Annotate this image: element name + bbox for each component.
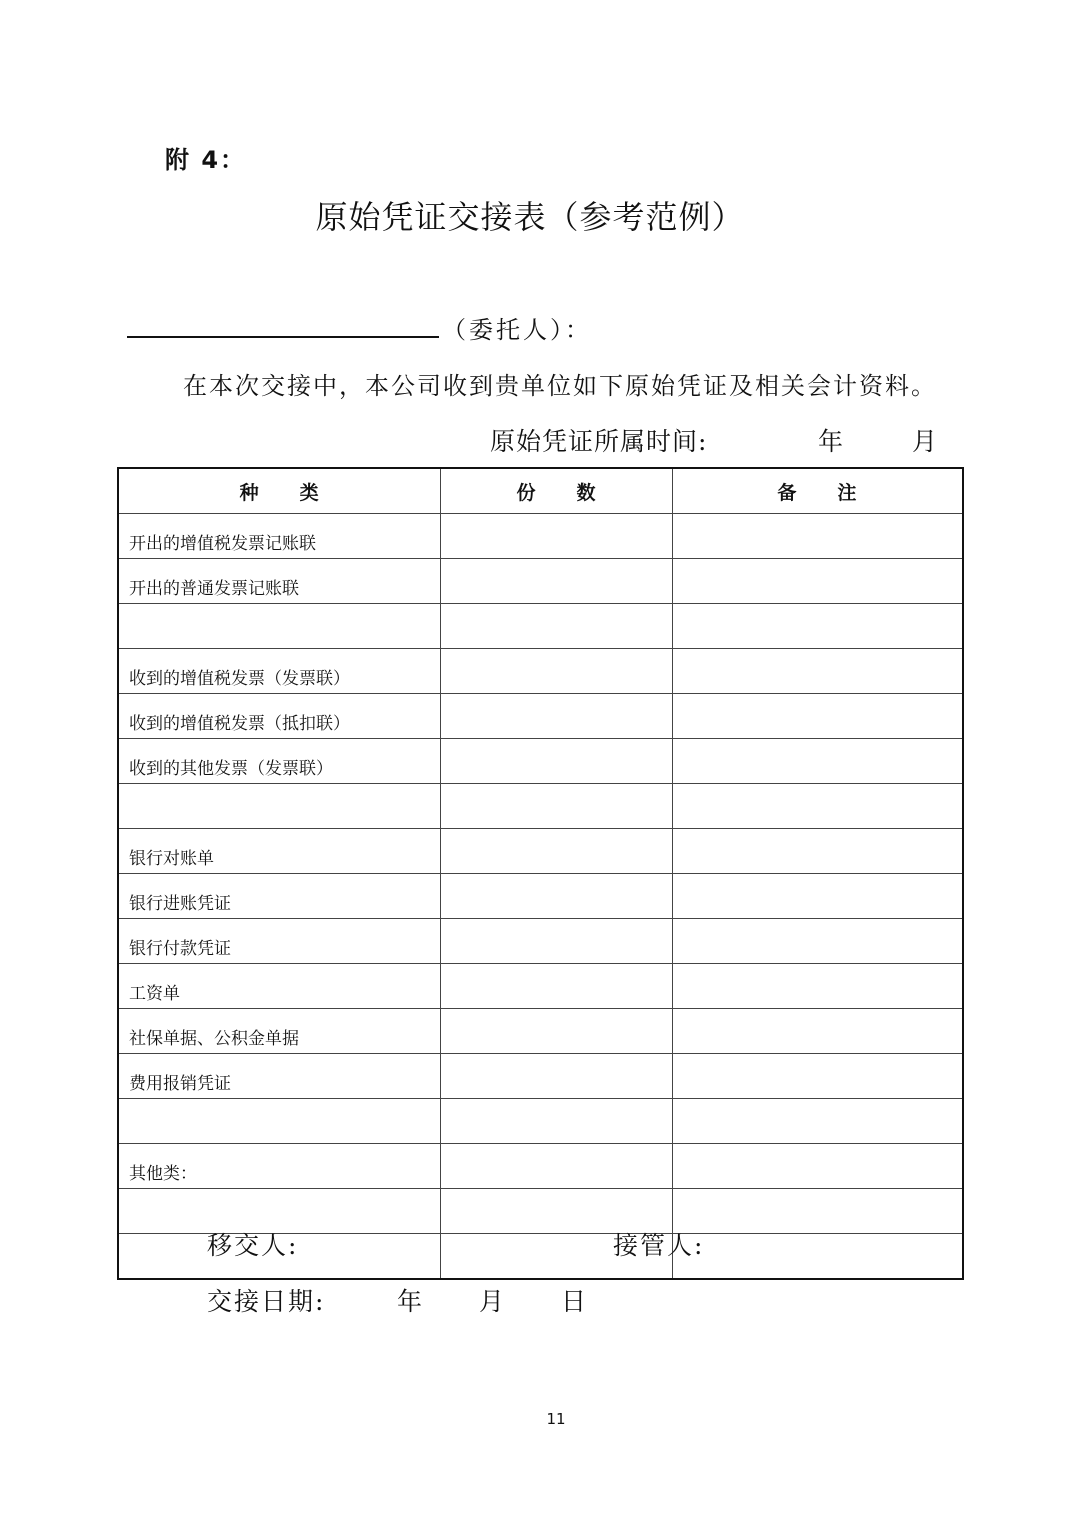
date-day-label: 日: [561, 1287, 587, 1316]
cell-category: 银行进账凭证: [118, 874, 441, 919]
transferor-label: 移交人:: [207, 1231, 299, 1260]
cell-remarks[interactable]: [672, 784, 963, 829]
cell-copies[interactable]: [441, 919, 673, 964]
page-title: 原始凭证交接表（参考范例）: [315, 198, 745, 236]
cell-remarks[interactable]: [672, 604, 963, 649]
cell-remarks[interactable]: [672, 694, 963, 739]
cell-category: 收到的其他发票（发票联）: [118, 739, 441, 784]
table-row: [118, 874, 963, 919]
cell-copies[interactable]: [441, 604, 673, 649]
period-year-label: 年: [818, 427, 844, 456]
cell-category: 其他类：: [118, 1144, 441, 1189]
cell-copies[interactable]: [441, 964, 673, 1009]
table-row: [118, 964, 963, 1009]
table-row: [118, 1099, 963, 1144]
table-row: [118, 829, 963, 874]
table-row: [118, 604, 963, 649]
cell-copies[interactable]: [441, 874, 673, 919]
cell-remarks[interactable]: [672, 829, 963, 874]
client-name-blank-line[interactable]: [127, 336, 439, 338]
cell-copies[interactable]: [441, 1009, 673, 1054]
cell-remarks[interactable]: [672, 1189, 963, 1234]
cell-copies[interactable]: [441, 559, 673, 604]
cell-remarks[interactable]: [672, 1144, 963, 1189]
cell-category: 银行付款凭证: [118, 919, 441, 964]
table-row: [118, 694, 963, 739]
table-row: [118, 514, 963, 559]
cell-category: 工资单: [118, 964, 441, 1009]
table-row: [118, 1009, 963, 1054]
cell-remarks[interactable]: [672, 514, 963, 559]
cell-copies[interactable]: [441, 1144, 673, 1189]
cell-category: 收到的增值税发票（发票联）: [118, 649, 441, 694]
cell-remarks[interactable]: [672, 559, 963, 604]
cell-remarks[interactable]: [672, 874, 963, 919]
header-copies: 份 数: [441, 468, 673, 514]
table-row: [118, 1054, 963, 1099]
cell-category: 银行对账单: [118, 829, 441, 874]
table-row: [118, 559, 963, 604]
cell-remarks[interactable]: [672, 964, 963, 1009]
attachment-label: 附 4：: [165, 146, 247, 174]
table-header-row: [118, 468, 963, 514]
date-month-label: 月: [479, 1287, 505, 1316]
cell-category: 社保单据、公积金单据: [118, 1009, 441, 1054]
table-row: [118, 649, 963, 694]
client-label: （委托人）：: [442, 316, 592, 344]
page-number: 11: [546, 1410, 566, 1428]
table-row: [118, 784, 963, 829]
voucher-table: [117, 467, 964, 1280]
cell-copies[interactable]: [441, 1054, 673, 1099]
cell-copies[interactable]: [441, 514, 673, 559]
cell-copies[interactable]: [441, 784, 673, 829]
cell-category: 费用报销凭证: [118, 1054, 441, 1099]
cell-copies[interactable]: [441, 649, 673, 694]
cell-copies[interactable]: [441, 829, 673, 874]
cell-remarks[interactable]: [672, 919, 963, 964]
header-remarks: 备 注: [672, 468, 963, 514]
cell-remarks[interactable]: [672, 1234, 963, 1280]
table-row: [118, 1144, 963, 1189]
header-category: 种 类: [118, 468, 441, 514]
cell-remarks[interactable]: [672, 739, 963, 784]
cell-category: [118, 784, 441, 829]
date-year-label: 年: [397, 1287, 423, 1316]
cell-remarks[interactable]: [672, 1009, 963, 1054]
handover-date-label: 交接日期:: [207, 1287, 326, 1316]
intro-text: 在本次交接中，本公司收到贵单位如下原始凭证及相关会计资料。: [183, 372, 937, 400]
cell-remarks[interactable]: [672, 649, 963, 694]
receiver-label: 接管人:: [613, 1231, 705, 1260]
period-label: 原始凭证所属时间:: [490, 427, 708, 456]
cell-category: 收到的增值税发票（抵扣联）: [118, 694, 441, 739]
period-month-label: 月: [912, 427, 938, 456]
cell-copies[interactable]: [441, 694, 673, 739]
table-row: [118, 739, 963, 784]
cell-remarks[interactable]: [672, 1099, 963, 1144]
cell-category: [118, 604, 441, 649]
cell-category: 开出的增值税发票记账联: [118, 514, 441, 559]
cell-copies[interactable]: [441, 739, 673, 784]
cell-remarks[interactable]: [672, 1054, 963, 1099]
table-row: [118, 919, 963, 964]
cell-category: 开出的普通发票记账联: [118, 559, 441, 604]
cell-category: [118, 1099, 441, 1144]
cell-copies[interactable]: [441, 1099, 673, 1144]
